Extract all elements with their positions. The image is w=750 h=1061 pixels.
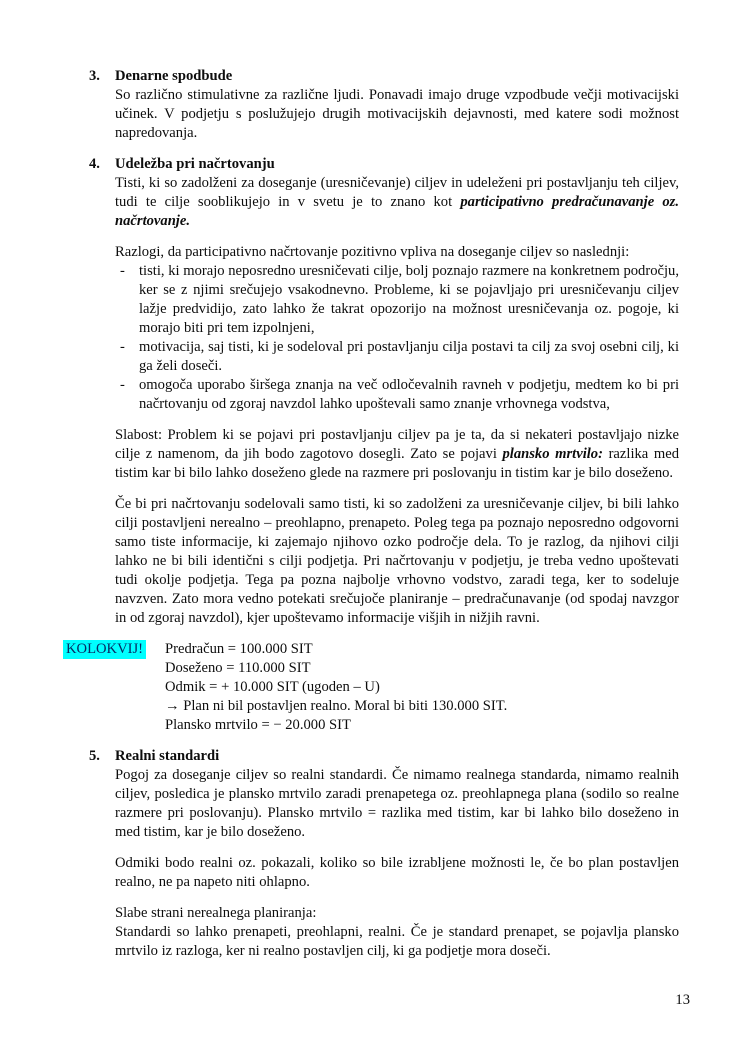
section-realni-standardi: [89, 747, 679, 961]
kolokvij-lines: [165, 640, 679, 735]
slabost-bold-italic-term: plansko mrtvilo:: [502, 446, 603, 462]
list-item: [115, 262, 679, 338]
list-item: [115, 376, 679, 414]
spacer: [89, 231, 679, 243]
bullet-dash: -: [120, 377, 125, 393]
section-heading: [89, 67, 679, 86]
bullet-dash: -: [120, 339, 125, 355]
list-item: [115, 338, 679, 376]
kolokvij-note: [66, 640, 679, 735]
slabost-text: Slabost: Problem ki se pojavi pri postavljanju ciljev pa je ta, da si nekateri postavljajo nizke cilje z namenom, da jih bodo zagotovo dosegli. Zato se pojavi: [115, 427, 679, 462]
kolokvij-line: Plansko mrtvilo = − 20.000 SIT: [165, 717, 351, 733]
paragraph-udelezba-intro: [115, 174, 679, 231]
kolokvij-line: Predračun = 100.000 SIT: [165, 641, 313, 657]
spacer: [89, 735, 679, 747]
section-udelezba: [89, 155, 679, 628]
intro-text: Tisti, ki so zadolženi za doseganje (uresničevanje) ciljev in udeleženi pri postavljanju teh ciljev, tudi te cilje sooblikujejo in v svetu je to znano kot: [115, 175, 679, 210]
paragraph-odmiki: Odmiki bodo realni oz. pokazali, koliko so bile izrabljene možnosti le, če bo plan postavljen realno, ne pa napeto niti ohlapno.: [115, 855, 679, 890]
bullet-dash: -: [120, 263, 125, 279]
section-heading: [89, 155, 679, 174]
section-title: Denarne spodbude: [115, 68, 233, 84]
section-denarne-spodbude: [89, 67, 679, 143]
intro-bold-italic-term: participativno predračunavanje oz. načrtovanje.: [115, 194, 679, 229]
spacer: [89, 842, 679, 854]
paragraph-slabe-strani-body: Standardi so lahko prenapeti, preohlapni, realni. Če je standard prenapet, se pojavlja plansko mrtvilo iz razloga, ker ni realno postavljen cilj, ki ga podjetje mora doseči.: [115, 924, 679, 959]
kolokvij-line: Odmik = + 10.000 SIT (ugoden – U): [165, 679, 380, 695]
kolokvij-line-arrow: → Plan ni bil postavljen realno. Moral bi biti 130.000 SIT.: [165, 698, 508, 714]
spacer: [89, 892, 679, 904]
paragraph-slabe-strani-lead: Slabe strani nerealnega planiranja:: [115, 905, 317, 921]
spacer: [89, 628, 679, 640]
paragraph-razlogi-lead: Razlogi, da participativno načrtovanje pozitivno vpliva na doseganje ciljev so naslednji:: [115, 244, 630, 260]
section-number: 5.: [89, 748, 100, 764]
kolokvij-line: Doseženo = 110.000 SIT: [165, 660, 311, 676]
page-number: 13: [675, 992, 690, 1008]
paragraph-realni-body: Pogoj za doseganje ciljev so realni standardi. Če nimamo realnega standarda, nimamo realnih ciljev, posledica je plansko mrtvilo zaradi prenapetega oz. preohlapnega plana (sodilo so realne razmere pri poslovanju). Plansko mrtvilo = razlika med tistim, kar bi lahko bilo doseženo in med tistim, kar je bilo doseženo.: [115, 767, 679, 840]
paragraph-ce-bi: Če bi pri načrtovanju sodelovali samo tisti, ki so zadolženi za uresničevanje ciljev, bi bili lahko cilji postavljeni nerealno – preohlapno, prenapeto. Poleg tega pa poznajo neposredno odgovorni samo tiste informacije, ki zajemajo njihovo ozko področje dela. To je razlog, da njihovi cilji lahko ne bi bili identični s cilji podjetja. Pri načrtovanju v podjetju, je treba vedno upoštevati tudi okolje podjetja. Tega pa pozna najbolje vrhovno vodstvo, zaradi tega, ker to sodeluje navzven. Zato mora vedno potekati srečujoče planiranje – predračunavanje (od spodaj navzgor in od zgoraj navzdol), kjer upoštevamo informacije višjih in nižjih ravni.: [115, 496, 679, 626]
paragraph-denarne-body: So različno stimulativne za različne ljudi. Ponavadi imajo druge vzpodbude večji motivacijski učinek. V podjetju s poslužujejo drugih motivacijskih dejavnosti, med katere sodi možnost napredovanja.: [115, 87, 679, 141]
razlogi-list: [115, 262, 679, 414]
section-title: Realni standardi: [115, 748, 220, 764]
spacer: [89, 483, 679, 495]
list-item-text: motivacija, saj tisti, ki je sodeloval pri postavljanju cilja postavi ta cilj za svoj osebni cilj, ki ga želi doseči.: [139, 339, 679, 374]
section-title: Udeležba pri načrtovanju: [115, 156, 275, 172]
list-item-text: tisti, ki morajo neposredno uresničevati cilje, bolj poznajo razmere na konkretnem področju, ker se z njimi srečujejo vsakodnevno. Probleme, ki se pojavljajo pri uresničevanju ciljev lažje predvidijo, zato lahko že takrat opozorijo na možnost uresničevanja oz. pogoje, ki morajo biti pri tem izpolnjeni,: [139, 263, 679, 336]
spacer: [89, 414, 679, 426]
kolokvij-highlight-label: KOLOKVIJ!: [63, 640, 146, 659]
spacer: [89, 143, 679, 155]
slabost-text-post: razlika med tistim kar bi bilo lahko doseženo glede na razmere pri poslovanju in tistim kar je bilo doseženo.: [115, 446, 680, 481]
paragraph-slabost: [115, 426, 679, 483]
section-heading: [89, 747, 679, 766]
list-item-text: omogoča uporabo širšega znanja na več odločevalnih ravneh v podjetju, medtem ko bi pri načrtovanju od zgoraj navzdol lahko upoštevali samo znanje vrhovnega vodstva,: [139, 377, 679, 412]
section-number: 4.: [89, 156, 100, 172]
section-number: 3.: [89, 68, 100, 84]
